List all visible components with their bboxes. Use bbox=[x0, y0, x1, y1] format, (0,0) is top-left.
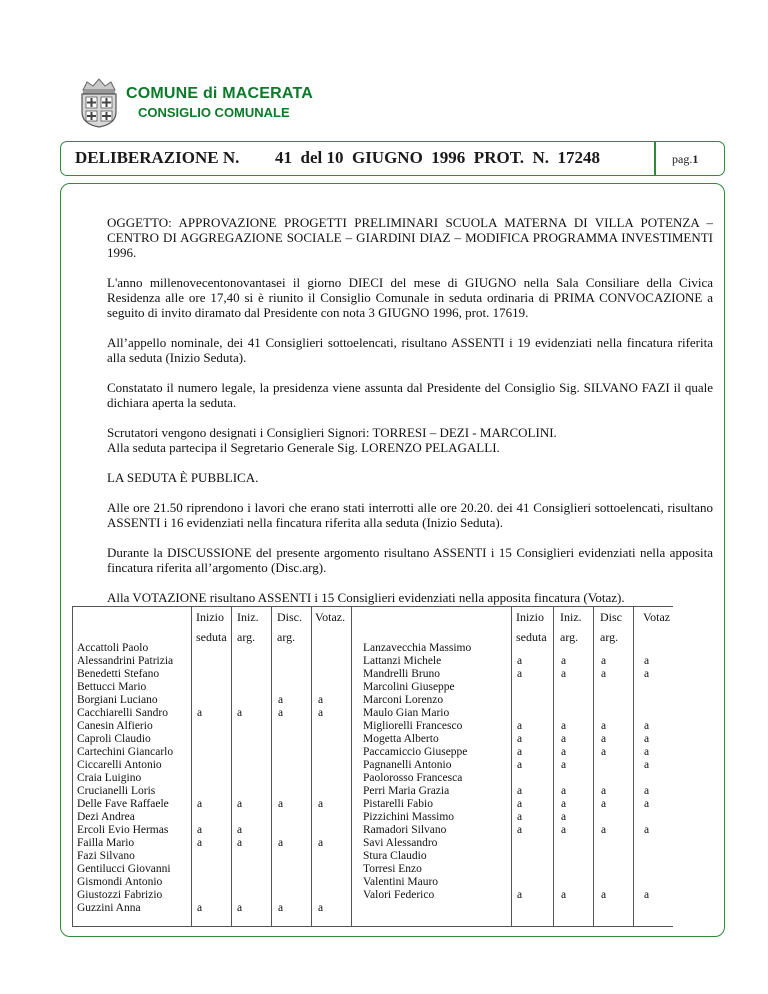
councillor-name: Perri Maria Grazia bbox=[363, 785, 450, 797]
councillor-name: Pagnanelli Antonio bbox=[363, 759, 452, 771]
absence-mark: a bbox=[561, 759, 567, 771]
absence-mark: a bbox=[197, 824, 203, 836]
councillor-name: Pizzichini Massimo bbox=[363, 811, 455, 823]
absence-mark: a bbox=[644, 668, 650, 680]
councillor-name: Ramadori Silvano bbox=[363, 824, 447, 836]
councillor-name: Accattoli Paolo bbox=[77, 642, 149, 654]
org-name: COMUNE di MACERATA bbox=[126, 85, 313, 102]
absence-mark: a bbox=[601, 655, 607, 667]
absence-mark: a bbox=[601, 798, 607, 810]
absence-mark: a bbox=[278, 798, 284, 810]
absence-mark: a bbox=[561, 889, 567, 901]
absence-mark: a bbox=[318, 837, 324, 849]
header-votaz-right: Votaz bbox=[643, 610, 671, 624]
public-session-paragraph: LA SEDUTA È PUBBLICA. bbox=[107, 470, 259, 485]
roll-call-paragraph: All’appello nominale, dei 41 Consiglieri sottoelencati, risultano ASSENTI i 19 evidenziati nella fincatura riferita alla seduta (Inizio Seduta). bbox=[107, 335, 713, 365]
header-inizio-seduta: Inizio seduta bbox=[196, 610, 227, 644]
absence-mark: a bbox=[278, 902, 284, 914]
absence-mark: a bbox=[601, 733, 607, 745]
absence-mark: a bbox=[318, 798, 324, 810]
councillor-name: Dezi Andrea bbox=[77, 811, 135, 823]
absence-mark: a bbox=[278, 707, 284, 719]
councillor-name: Marconi Lorenzo bbox=[363, 694, 444, 706]
councillor-name: Gentilucci Giovanni bbox=[77, 863, 171, 875]
absence-mark: a bbox=[517, 720, 523, 732]
absence-mark: a bbox=[517, 889, 523, 901]
councillor-name: Canesin Alfierio bbox=[77, 720, 153, 732]
city-crest-icon bbox=[77, 76, 121, 128]
absence-mark: a bbox=[517, 811, 523, 823]
absence-mark: a bbox=[237, 902, 243, 914]
header-votaz: Votaz. bbox=[315, 610, 346, 624]
absence-mark: a bbox=[517, 785, 523, 797]
absence-mark: a bbox=[561, 811, 567, 823]
absence-mark: a bbox=[318, 707, 324, 719]
councillor-name: Maulo Gian Mario bbox=[363, 707, 450, 719]
absence-mark: a bbox=[644, 785, 650, 797]
councillor-name: Lattanzi Michele bbox=[363, 655, 442, 667]
header-iniz-arg: Iniz. arg. bbox=[237, 610, 259, 644]
councillor-name: Migliorelli Francesco bbox=[363, 720, 463, 732]
councillor-name: Pistarelli Fabio bbox=[363, 798, 433, 810]
vote-paragraph: Alla VOTAZIONE risultano ASSENTI i 15 Consiglieri evidenziati nella apposita fincatura (Votaz). bbox=[107, 590, 625, 605]
absence-mark: a bbox=[237, 824, 243, 836]
absence-mark: a bbox=[318, 694, 324, 706]
councillor-name: Failla Mario bbox=[77, 837, 135, 849]
absence-mark: a bbox=[561, 668, 567, 680]
councillor-name: Savi Alessandro bbox=[363, 837, 438, 849]
absence-mark: a bbox=[517, 798, 523, 810]
absence-mark: a bbox=[517, 824, 523, 836]
header-iniz-arg-right: Iniz. arg. bbox=[560, 610, 582, 644]
absence-mark: a bbox=[197, 798, 203, 810]
councillor-name: Valori Federico bbox=[363, 889, 435, 901]
absence-mark: a bbox=[561, 733, 567, 745]
councillor-name: Lanzavecchia Massimo bbox=[363, 642, 472, 654]
quorum-paragraph: Constatato il numero legale, la presidenza viene assunta dal Presidente del Consiglio Sig. SILVANO FAZI il quale dichiara aperta la seduta. bbox=[107, 380, 713, 410]
councillor-name: Fazi Silvano bbox=[77, 850, 135, 862]
councillor-name: Ciccarelli Antonio bbox=[77, 759, 162, 771]
absence-mark: a bbox=[197, 707, 203, 719]
absence-mark: a bbox=[517, 759, 523, 771]
absence-mark: a bbox=[197, 837, 203, 849]
councillor-name: Stura Claudio bbox=[363, 850, 427, 862]
absence-mark: a bbox=[561, 655, 567, 667]
absence-mark: a bbox=[601, 824, 607, 836]
absence-mark: a bbox=[278, 694, 284, 706]
absence-mark: a bbox=[644, 733, 650, 745]
header-disc-arg: Disc. arg. bbox=[277, 610, 302, 644]
councillor-name: Gismondi Antonio bbox=[77, 876, 163, 888]
session-paragraph: L'anno millenovecentonovantasei il giorno DIECI del mese di GIUGNO nella Sala Consiliare della Civica Residenza alle ore 17,40 si è riunito il Consiglio Comunale in seduta ordinaria di PRIMA CONVOCAZIONE a seguito di invito diramato dal Presidente con nota 3 GIUGNO 1996, prot. 17619. bbox=[107, 275, 713, 320]
councillor-name: Paolorosso Francesca bbox=[363, 772, 463, 784]
document-body bbox=[107, 215, 713, 620]
page-number: pag.1 bbox=[672, 152, 699, 166]
absence-mark: a bbox=[601, 668, 607, 680]
absence-mark: a bbox=[517, 668, 523, 680]
councillor-list-right bbox=[363, 642, 471, 902]
header-inizio-seduta-right: Inizio seduta bbox=[516, 610, 547, 644]
organization-header bbox=[126, 85, 313, 120]
councillor-name: Guzzini Anna bbox=[77, 902, 141, 914]
header-disc-arg-right: Disc arg. bbox=[600, 610, 622, 644]
absence-mark: a bbox=[517, 733, 523, 745]
absence-mark: a bbox=[561, 720, 567, 732]
councillor-name: Ercoli Evio Hermas bbox=[77, 824, 169, 836]
absence-mark: a bbox=[644, 824, 650, 836]
absence-mark: a bbox=[197, 902, 203, 914]
absence-mark: a bbox=[644, 889, 650, 901]
deliberation-info: 41 del 10 GIUGNO 1996 PROT. N. 17248 bbox=[275, 148, 601, 167]
absence-mark: a bbox=[318, 902, 324, 914]
councillor-name: Marcolini Giuseppe bbox=[363, 681, 455, 693]
absence-mark: a bbox=[601, 746, 607, 758]
absence-mark: a bbox=[644, 720, 650, 732]
deliberation-label: DELIBERAZIONE N. bbox=[75, 148, 240, 167]
absence-mark: a bbox=[561, 824, 567, 836]
absence-mark: a bbox=[644, 759, 650, 771]
councillor-name: Torresi Enzo bbox=[363, 863, 422, 875]
councillor-name: Caproli Claudio bbox=[77, 733, 151, 745]
absence-mark: a bbox=[644, 655, 650, 667]
councillor-name: Mogetta Alberto bbox=[363, 733, 439, 745]
councillor-name: Bettucci Mario bbox=[77, 681, 147, 693]
absence-mark: a bbox=[644, 746, 650, 758]
councillor-name: Borgiani Luciano bbox=[77, 694, 158, 706]
absence-mark: a bbox=[601, 889, 607, 901]
councillor-name: Delle Fave Raffaele bbox=[77, 798, 169, 810]
councillor-name: Cartechini Giancarlo bbox=[77, 746, 174, 758]
councillor-name: Crucianelli Loris bbox=[77, 785, 156, 797]
org-subtitle: CONSIGLIO COMUNALE bbox=[138, 105, 290, 120]
councillor-name: Alessandrini Patrizia bbox=[77, 655, 174, 667]
absence-mark: a bbox=[561, 746, 567, 758]
absence-mark: a bbox=[517, 655, 523, 667]
councillor-name: Mandrelli Bruno bbox=[363, 668, 440, 680]
absence-mark: a bbox=[237, 707, 243, 719]
councillor-name: Cacchiarelli Sandro bbox=[77, 707, 169, 719]
absence-mark: a bbox=[601, 720, 607, 732]
councillor-name: Benedetti Stefano bbox=[77, 668, 160, 680]
scrutineers-paragraph: Scrutatori vengono designati i Consiglieri Signori: TORRESI – DEZI - MARCOLINI. Alla seduta partecipa il Segretario Generale Sig. LORENZO PELAGALLI. bbox=[107, 425, 557, 455]
attendance-table bbox=[72, 606, 673, 927]
absence-mark: a bbox=[237, 837, 243, 849]
councillor-name: Craia Luigino bbox=[77, 772, 142, 784]
absence-mark: a bbox=[644, 798, 650, 810]
deliberation-header-box bbox=[60, 141, 725, 176]
absence-mark: a bbox=[561, 785, 567, 797]
absence-mark: a bbox=[561, 798, 567, 810]
councillor-name: Paccamiccio Giuseppe bbox=[363, 746, 468, 758]
resumption-paragraph: Alle ore 21.50 riprendono i lavori che erano stati interrotti alle ore 20.20. dei 41 Consiglieri sottoelencati, risultano ASSENTI i 16 evidenziati nella fincatura riferita alla seduta (Inizio Seduta). bbox=[107, 500, 713, 530]
councillor-list-left bbox=[77, 642, 173, 915]
absence-mark: a bbox=[278, 837, 284, 849]
subject-paragraph: OGGETTO: APPROVAZIONE PROGETTI PRELIMINARI SCUOLA MATERNA DI VILLA POTENZA – CENTRO DI AGGREGAZIONE SOCIALE – GIARDINI DIAZ – MODIFICA PROGRAMMA INVESTIMENTI 1996. bbox=[107, 215, 713, 260]
councillor-name: Giustozzi Fabrizio bbox=[77, 889, 163, 901]
discussion-paragraph: Durante la DISCUSSIONE del presente argomento risultano ASSENTI i 15 Consiglieri evidenziati nella apposita fincatura riferita all’argomento (Disc.arg). bbox=[107, 545, 713, 575]
absence-mark: a bbox=[517, 746, 523, 758]
absence-mark: a bbox=[237, 798, 243, 810]
absence-mark: a bbox=[601, 785, 607, 797]
councillor-name: Valentini Mauro bbox=[363, 876, 439, 888]
